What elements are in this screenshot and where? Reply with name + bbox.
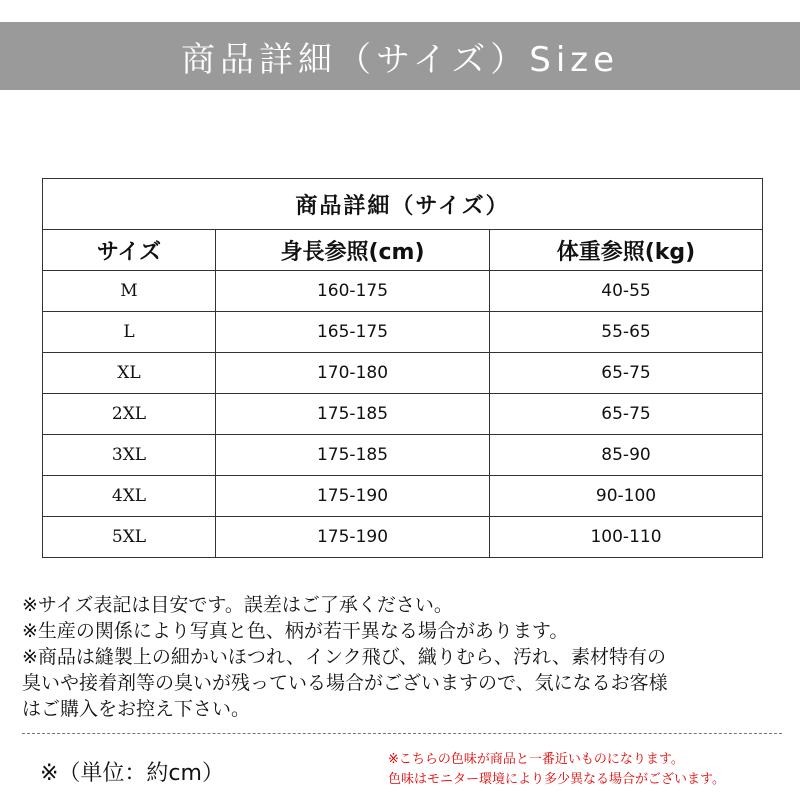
disclaimer-line: 色味はモニター環境により多少異なる場合がございます。 — [388, 772, 725, 787]
note-line: ※生産の関係により写真と色、柄が若干異なる場合があります。 — [22, 620, 569, 642]
table-caption: 商品詳細（サイズ） — [43, 179, 763, 230]
height-cell: 165-175 — [216, 312, 490, 353]
notes-list — [22, 592, 792, 722]
note-line: 臭いや接着剤等の臭いが残っている場合がございますので、気になるお客様 — [22, 672, 668, 694]
table-row — [43, 476, 763, 517]
size-cell: 4XL — [43, 476, 216, 517]
weight-cell: 65-75 — [490, 353, 763, 394]
table-row — [43, 353, 763, 394]
height-cell: 175-190 — [216, 476, 490, 517]
header-size: サイズ — [43, 230, 216, 271]
size-cell: 5XL — [43, 517, 216, 558]
note-line: はご購入をお控え下さい。 — [22, 698, 251, 720]
color-disclaimer — [388, 750, 793, 790]
table-row — [43, 435, 763, 476]
note-line: ※サイズ表記は目安です。誤差はご了承ください。 — [22, 594, 453, 616]
weight-cell: 65-75 — [490, 394, 763, 435]
height-cell: 160-175 — [216, 271, 490, 312]
size-cell: XL — [43, 353, 216, 394]
weight-cell: 40-55 — [490, 271, 763, 312]
height-cell: 175-185 — [216, 394, 490, 435]
weight-cell: 55-65 — [490, 312, 763, 353]
header-height: 身長参照(cm) — [216, 230, 490, 271]
height-cell: 170-180 — [216, 353, 490, 394]
page-banner — [0, 22, 800, 90]
size-cell: 3XL — [43, 435, 216, 476]
table-row — [43, 312, 763, 353]
note-line: ※商品は縫製上の細かいほつれ、インク飛び、織りむら、汚れ、素材特有の — [22, 646, 667, 668]
disclaimer-line: ※こちらの色味が商品と一番近いものになります。 — [388, 752, 684, 767]
table-row — [43, 271, 763, 312]
size-table — [42, 178, 763, 558]
header-weight: 体重参照(kg) — [490, 230, 763, 271]
weight-cell: 90-100 — [490, 476, 763, 517]
height-cell: 175-190 — [216, 517, 490, 558]
size-cell: L — [43, 312, 216, 353]
unit-note: ※（単位：約cm） — [40, 761, 224, 786]
table-row — [43, 517, 763, 558]
size-cell: M — [43, 271, 216, 312]
table-row — [43, 394, 763, 435]
height-cell: 175-185 — [216, 435, 490, 476]
dashed-divider — [22, 733, 782, 734]
weight-cell: 100-110 — [490, 517, 763, 558]
weight-cell: 85-90 — [490, 435, 763, 476]
banner-title: 商品詳細（サイズ）Size — [180, 39, 620, 80]
size-cell: 2XL — [43, 394, 216, 435]
